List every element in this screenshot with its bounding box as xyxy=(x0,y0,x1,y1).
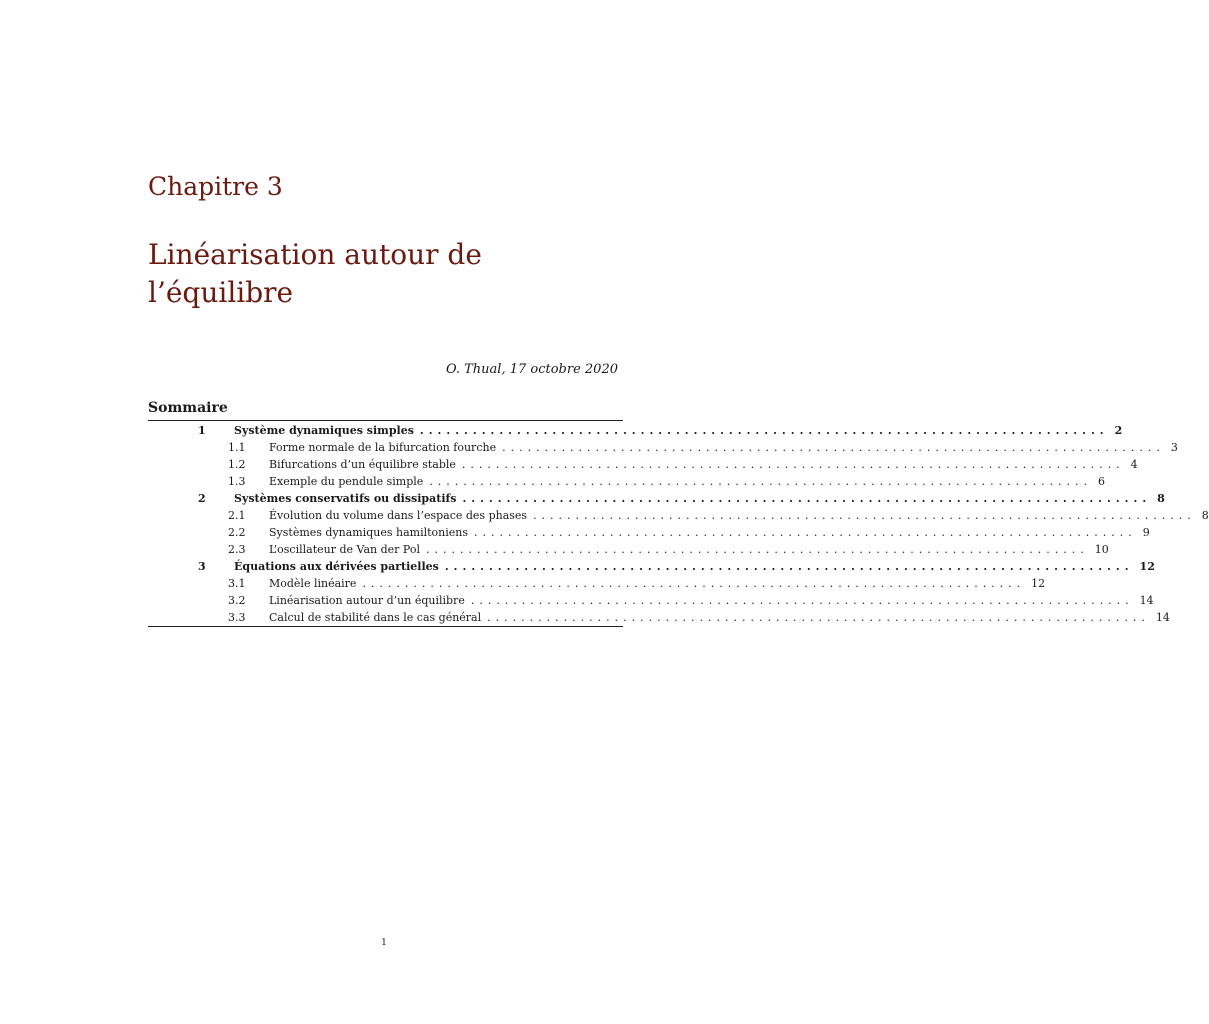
toc-entry-page: 2 xyxy=(1114,424,1123,437)
toc-leader: .............................................................................. xyxy=(426,543,1089,556)
toc-entry-number: 1.1 xyxy=(228,441,246,454)
toc-entry-page: 14 xyxy=(1139,594,1154,607)
toc-entry[interactable] xyxy=(148,507,1209,524)
toc-entry-number: 2.2 xyxy=(228,526,246,539)
toc-leader: .............................................................................. xyxy=(502,441,1165,454)
toc-entry-title: Modèle linéaire xyxy=(269,577,357,590)
chapter-title-line-1: Linéarisation autour de xyxy=(148,238,482,271)
toc-entry[interactable] xyxy=(148,541,1109,558)
toc-entry-page: 14 xyxy=(1155,611,1170,624)
toc-entry-number: 3.2 xyxy=(228,594,246,607)
toc-leader: .............................................................................. xyxy=(474,526,1137,539)
toc-entry-number: 2 xyxy=(198,492,206,505)
toc-entry-number: 3 xyxy=(198,560,206,573)
toc-entry[interactable] xyxy=(148,575,1046,592)
toc-entry[interactable] xyxy=(148,592,1154,609)
chapter-title-line-2: l’équilibre xyxy=(148,276,294,309)
chapter-label: Chapitre 3 xyxy=(148,172,283,201)
toc-entry-page: 12 xyxy=(1139,560,1155,573)
toc-entry-title: Exemple du pendule simple xyxy=(269,475,424,488)
table-of-contents xyxy=(148,422,1209,626)
toc-entry-page: 9 xyxy=(1142,526,1150,539)
toc-entry-page: 4 xyxy=(1130,458,1138,471)
toc-top-rule xyxy=(148,420,623,421)
toc-entry-title: Système dynamiques simples xyxy=(234,424,414,437)
toc-bottom-rule xyxy=(148,626,623,627)
toc-entry-title: Équations aux dérivées partielles xyxy=(234,560,439,573)
toc-entry-page: 12 xyxy=(1031,577,1046,590)
toc-leader: .............................................................................. xyxy=(444,560,1134,573)
toc-entry[interactable] xyxy=(148,609,1170,626)
toc-entry-page: 6 xyxy=(1098,475,1106,488)
toc-entry-title: Calcul de stabilité dans le cas général xyxy=(269,611,482,624)
chapter-title xyxy=(148,236,482,312)
toc-entry-title: Linéarisation autour d’un équilibre xyxy=(269,594,465,607)
toc-entry-page: 8 xyxy=(1157,492,1165,505)
toc-entry-title: L’oscillateur de Van der Pol xyxy=(269,543,420,556)
toc-entry-title: Évolution du volume dans l’espace des phases xyxy=(269,509,528,522)
toc-entry[interactable] xyxy=(148,422,1123,439)
toc-entry-number: 2.1 xyxy=(228,509,246,522)
toc-entry[interactable] xyxy=(148,456,1138,473)
toc-entry-title: Systèmes dynamiques hamiltoniens xyxy=(269,526,469,539)
toc-leader: .............................................................................. xyxy=(362,577,1026,590)
toc-entry-title: Bifurcations d’un équilibre stable xyxy=(269,458,456,471)
toc-leader: .............................................................................. xyxy=(470,594,1134,607)
toc-entry-page: 10 xyxy=(1094,543,1109,556)
author-date: O. Thual, 17 octobre 2020 xyxy=(445,362,618,377)
toc-entry-number: 3.3 xyxy=(228,611,246,624)
toc-entry[interactable] xyxy=(148,558,1155,575)
toc-leader: .............................................................................. xyxy=(462,492,1152,505)
toc-leader: .............................................................................. xyxy=(487,611,1150,624)
toc-entry-number: 1 xyxy=(198,424,206,437)
toc-leader: .............................................................................. xyxy=(429,475,1093,488)
toc-entry-page: 8 xyxy=(1201,509,1209,522)
toc-heading: Sommaire xyxy=(148,400,228,416)
toc-leader: .............................................................................. xyxy=(533,509,1196,522)
toc-entry-number: 2.3 xyxy=(228,543,246,556)
toc-leader: .............................................................................. xyxy=(461,458,1125,471)
toc-entry-title: Forme normale de la bifurcation fourche xyxy=(269,441,497,454)
toc-entry[interactable] xyxy=(148,439,1178,456)
toc-entry-number: 1.3 xyxy=(228,475,246,488)
toc-entry-title: Systèmes conservatifs ou dissipatifs xyxy=(234,492,457,505)
toc-leader: .............................................................................. xyxy=(419,424,1109,437)
toc-entry-number: 3.1 xyxy=(228,577,246,590)
toc-entry-page: 3 xyxy=(1170,441,1178,454)
toc-entry[interactable] xyxy=(148,490,1165,507)
toc-entry[interactable] xyxy=(148,524,1150,541)
page-number: 1 xyxy=(381,938,387,948)
toc-entry-number: 1.2 xyxy=(228,458,246,471)
toc-entry[interactable] xyxy=(148,473,1106,490)
